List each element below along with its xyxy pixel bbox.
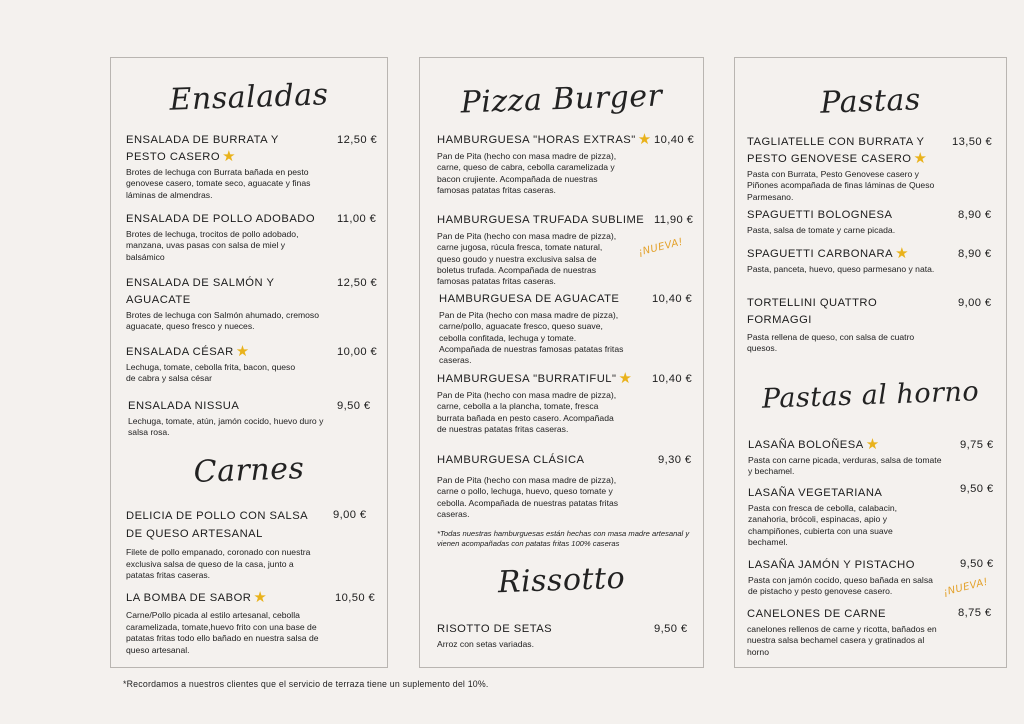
item-name: LASAÑA VEGETARIANA bbox=[748, 487, 883, 499]
menu-item bbox=[126, 590, 326, 656]
item-name: LASAÑA BOLOÑESA bbox=[748, 439, 864, 451]
item-description: Brotes de lechuga con Salmón ahumado, cremoso aguacate, queso fresco y nueces. bbox=[126, 310, 319, 332]
pastas-al-horno-title: Pastas al horno bbox=[761, 376, 980, 415]
item-description: Pasta con Burrata, Pesto Genovese casero y Piñones acompañada de finas láminas de Queso Parmesano. bbox=[747, 169, 935, 202]
item-name: SPAGUETTI CARBONARA bbox=[747, 248, 894, 260]
item-name: HAMBURGUESA DE AGUACATE bbox=[439, 293, 620, 305]
item-description: Pan de Pita (hecho con masa madre de pizza), carne o pollo, lechuga, huevo, queso tomate y cebolla. Acompañada de nuestras patatas fritas caseras. bbox=[437, 475, 619, 519]
panel-ensaladas-carnes bbox=[110, 57, 388, 668]
item-price: 10,40 € bbox=[652, 293, 693, 305]
item-description: Lechuga, tomate, atún, jamón cocido, huevo duro y salsa rosa. bbox=[128, 416, 324, 438]
nueva-badge: ¡NUEVA! bbox=[942, 576, 990, 599]
item-price: 8,90 € bbox=[958, 209, 992, 221]
menu-item bbox=[126, 275, 319, 333]
terrace-surcharge-note: *Recordamos a nuestros clientes que el servicio de terraza tiene un suplemento del 10%. bbox=[123, 679, 489, 689]
menu-item bbox=[126, 344, 316, 385]
item-name: ENSALADA NISSUA bbox=[128, 400, 240, 412]
item-description: Pan de Pita (hecho con masa madre de pizza), carne, cebolla a la plancha, tomate, fresca burrata bañada en pesto casero. Acompañada de nuestras patatas fritas caseras. bbox=[437, 390, 617, 434]
item-price: 8,90 € bbox=[958, 248, 992, 260]
item-description: Pasta, salsa de tomate y carne picada. bbox=[747, 225, 896, 235]
pizza-burger-title: Pizza Burger bbox=[460, 78, 663, 121]
item-description: canelones rellenos de carne y ricotta, bañados en nuestra salsa bechamel casera y gratinados al horno bbox=[747, 624, 937, 657]
nueva-badge: ¡NUEVA! bbox=[637, 236, 685, 259]
item-description: Pasta rellena de queso, con salsa de cuatro quesos. bbox=[747, 332, 915, 354]
item-description: Arroz con setas variadas. bbox=[437, 639, 534, 649]
menu-item bbox=[439, 291, 654, 366]
item-price: 8,75 € bbox=[958, 607, 992, 619]
item-price: 10,50 € bbox=[335, 592, 376, 604]
item-price: 9,00 € bbox=[958, 297, 992, 309]
item-name: LA BOMBA DE SABOR bbox=[126, 592, 252, 604]
item-name: TAGLIATELLE CON BURRATA Y PESTO GENOVESE CASERO bbox=[747, 136, 925, 165]
menu-item bbox=[437, 212, 652, 287]
item-price: 9,75 € bbox=[960, 439, 994, 451]
item-price: 9,00 € bbox=[333, 509, 367, 521]
item-price: 12,50 € bbox=[337, 277, 378, 289]
item-name: DELICIA DE POLLO CON SALSA DE QUESO ARTESANAL bbox=[126, 510, 308, 540]
star-icon: ★ bbox=[895, 245, 910, 262]
item-price: 9,50 € bbox=[960, 483, 994, 495]
carnes-title: Carnes bbox=[193, 451, 305, 490]
item-name: ENSALADA DE SALMÓN Y AGUACATE bbox=[126, 277, 275, 306]
item-name: CANELONES DE CARNE bbox=[747, 608, 886, 620]
item-name: ENSALADA DE BURRATA Y PESTO CASERO bbox=[126, 134, 279, 163]
pastas-title: Pastas bbox=[819, 82, 922, 121]
risotto-title: Rissotto bbox=[497, 560, 626, 601]
menu-item bbox=[126, 132, 316, 201]
menu-item bbox=[747, 134, 937, 203]
menu-item bbox=[126, 507, 311, 582]
star-icon: ★ bbox=[222, 148, 237, 165]
item-description: Filete de pollo empanado, coronado con nuestra exclusiva salsa de queso de la casa, junto a patatas fritas caseras. bbox=[126, 547, 311, 581]
menu-item bbox=[748, 485, 938, 548]
burger-note: *Todas nuestras hamburguesas están hechas con masa madre artesanal y vienen acompañadas con patatas fritas 100% caseras bbox=[437, 529, 690, 548]
item-price: 12,50 € bbox=[337, 134, 378, 146]
item-description: Pasta, panceta, huevo, queso parmesano y nata. bbox=[747, 264, 935, 274]
item-price: 10,40 € bbox=[654, 134, 695, 146]
star-icon: ★ bbox=[913, 150, 928, 167]
item-description: Carne/Pollo picada al estilo artesanal, cebolla caramelizada, tomate,huevo frito con una base de patatas fritas todo ello bañado en nuestra salsa de queso artesanal. bbox=[126, 610, 319, 655]
item-price: 11,90 € bbox=[654, 214, 694, 226]
item-name: RISOTTO DE SETAS bbox=[437, 623, 553, 635]
item-description: Pasta con carne picada, verduras, salsa de tomate y bechamel. bbox=[748, 455, 942, 477]
star-icon: ★ bbox=[618, 370, 633, 387]
menu-item bbox=[437, 621, 637, 650]
item-price: 11,00 € bbox=[337, 213, 377, 225]
ensaladas-title: Ensaladas bbox=[168, 77, 330, 118]
item-description: Pasta con fresca de cebolla, calabacin, zanahoria, brócoli, espinacas, apio y champiñones, cubierta con una suave bechamel. bbox=[748, 503, 898, 547]
item-price: 13,50 € bbox=[952, 136, 993, 148]
menu-item bbox=[437, 452, 652, 520]
item-price: 9,50 € bbox=[960, 558, 994, 570]
item-description: Pan de Pita (hecho con masa madre de pizza), carne jugosa, rúcula fresca, tomate natural, queso goudo y nuestra exclusiva salsa de boletus trufada. Acompañada de nuestras famosas patatas fritas caseras. bbox=[437, 231, 617, 287]
menu-item bbox=[747, 606, 942, 658]
menu-item bbox=[128, 398, 328, 439]
item-description: Lechuga, tomate, cebolla frita, bacon, queso de cabra y salsa césar bbox=[126, 362, 296, 384]
item-name: LASAÑA JAMÓN Y PISTACHO bbox=[748, 559, 915, 571]
item-name: HAMBURGUESA TRUFADA SUBLIME bbox=[437, 214, 645, 226]
star-icon: ★ bbox=[253, 589, 268, 606]
menu-item bbox=[747, 246, 942, 275]
item-name: SPAGUETTI BOLOGNESA bbox=[747, 209, 893, 221]
item-description: Pan de Pita (hecho con masa madre de pizza), carne/pollo, aguacate fresco, queso suave, cebolla confitada, lechuga y tomate. Acompañada de nuestras famosas patatas fritas caseras. bbox=[439, 310, 624, 366]
menu-item bbox=[747, 295, 915, 355]
star-icon: ★ bbox=[865, 436, 880, 453]
star-icon: ★ bbox=[637, 131, 652, 148]
panel-pizza-burger-risotto bbox=[419, 57, 704, 668]
item-description: Pan de Pita (hecho con masa madre de pizza), carne, queso de cabra, cebolla caramelizada y bacon crujiente. Acompañada de nuestras famosas patatas fritas caseras. bbox=[437, 151, 617, 195]
item-price: 10,40 € bbox=[652, 373, 693, 385]
item-price: 9,30 € bbox=[658, 454, 692, 466]
panel-pastas bbox=[734, 57, 1007, 668]
item-name: TORTELLINI QUATTRO FORMAGGI bbox=[747, 297, 878, 326]
menu-item bbox=[748, 557, 943, 598]
menu-item bbox=[437, 371, 652, 435]
star-icon: ★ bbox=[235, 343, 250, 360]
item-name: HAMBURGUESA CLÁSICA bbox=[437, 454, 585, 466]
item-description: Brotes de lechuga con Burrata bañada en pesto genovese casero, tomate seco, aguacate y finas láminas de almendras. bbox=[126, 167, 311, 200]
item-name: ENSALADA DE POLLO ADOBADO bbox=[126, 213, 316, 225]
item-price: 10,00 € bbox=[337, 346, 378, 358]
menu-item bbox=[748, 436, 942, 478]
item-name: HAMBURGUESA "HORAS EXTRAS" bbox=[437, 134, 636, 146]
item-price: 9,50 € bbox=[654, 623, 688, 635]
menu-item bbox=[437, 132, 652, 196]
item-description: Brotes de lechuga, trocitos de pollo adobado, manzana, uvas pasas con salsa de miel y balsámico bbox=[126, 229, 299, 262]
item-price: 9,50 € bbox=[337, 400, 371, 412]
item-name: HAMBURGUESA "BURRATIFUL" bbox=[437, 373, 617, 385]
menu-item bbox=[126, 211, 326, 263]
item-description: Pasta con jamón cocido, queso bañada en salsa de pistacho y pesto genovese casero. bbox=[748, 575, 933, 597]
menu-item bbox=[747, 207, 937, 236]
item-name: ENSALADA CÉSAR bbox=[126, 346, 234, 358]
